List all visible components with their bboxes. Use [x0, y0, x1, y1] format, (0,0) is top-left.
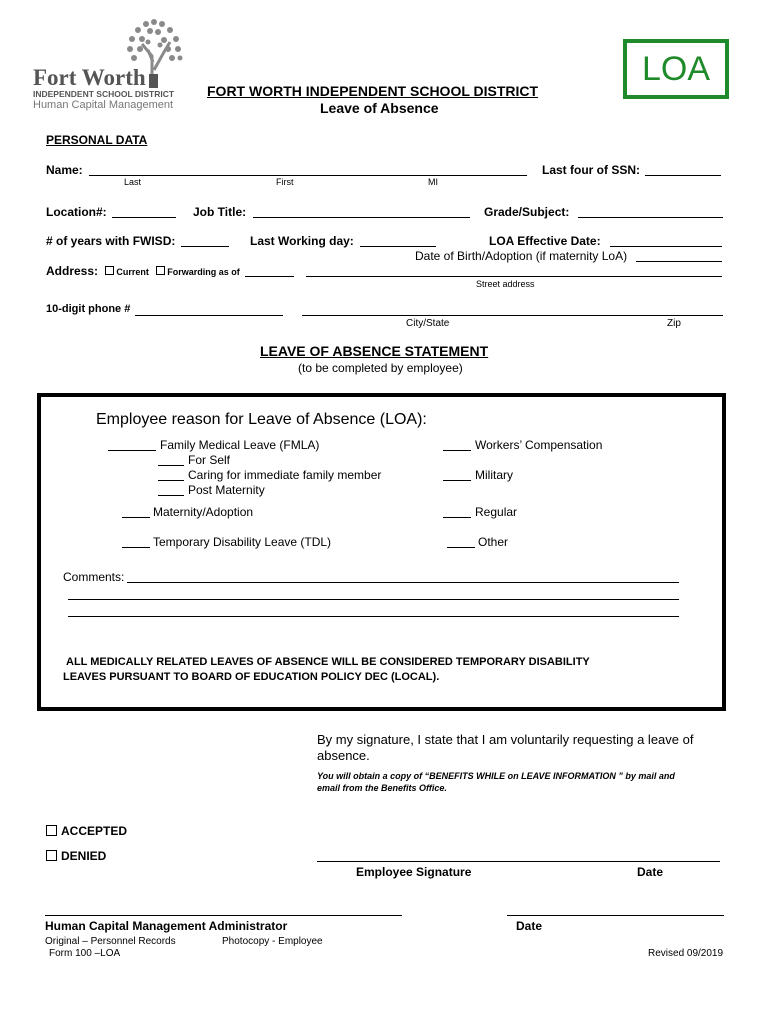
location-label: Location#: — [46, 205, 107, 219]
accepted-option[interactable] — [46, 824, 127, 838]
first-label: First — [276, 177, 294, 187]
dob-field[interactable] — [636, 261, 722, 262]
logo-department: Human Capital Management — [33, 99, 174, 111]
signature-statement-1: By my signature, I state that I am voluntarily requesting a leave of — [317, 732, 694, 747]
caring-label: Caring for immediate family member — [188, 468, 382, 482]
job-title-field[interactable] — [253, 217, 470, 218]
last-day-field[interactable] — [360, 246, 436, 247]
logo-name: Fort Worth — [33, 65, 146, 90]
employee-signature-label: Employee Signature — [356, 865, 472, 879]
tdl-label: Temporary Disability Leave (TDL) — [153, 535, 332, 549]
address-label: Address — [46, 264, 95, 278]
notice-line-1: ALL MEDICALLY RELATED LEAVES OF ABSENCE WILL BE CONSIDERED TEMPORARY DISABILITY — [66, 656, 590, 668]
admin-signature-line[interactable] — [45, 915, 402, 916]
tdl-blank[interactable] — [122, 547, 150, 548]
effective-date-label: LOA Effective Date: — [489, 234, 601, 248]
comments-line-1[interactable] — [127, 582, 679, 583]
employee-signature-line[interactable] — [317, 861, 720, 862]
ssn-field[interactable] — [645, 175, 721, 176]
section-title-personal: PERSONAL DATA — [46, 133, 148, 147]
admin-date-label: Date — [516, 919, 543, 933]
last-label: Last — [124, 177, 142, 187]
comments-label: Comments: — [63, 570, 125, 584]
military-label: Military — [475, 468, 513, 482]
notice-line-2: LEAVES PURSUANT TO BOARD OF EDUCATION POLICY DEC (LOCAL). — [63, 671, 440, 683]
logo-district: INDEPENDENT SCHOOL DISTRICT — [33, 89, 175, 99]
signature-statement-2: absence. — [317, 748, 370, 763]
post-maternity-label: Post Maternity — [188, 483, 265, 497]
regular-label: Regular — [475, 505, 518, 519]
street-address-field[interactable] — [306, 276, 722, 277]
address-row: Address: Current Forwarding as of — [46, 264, 240, 278]
current-checkbox[interactable] — [105, 266, 114, 275]
phone-field[interactable] — [135, 315, 283, 316]
statement-title: LEAVE OF ABSENCE STATEMENT — [260, 343, 489, 359]
footer-photocopy: Photocopy - Employee — [222, 936, 323, 947]
military-blank[interactable] — [443, 480, 471, 481]
denied-label: DENIED — [61, 849, 107, 863]
grade-label: Grade/Subject: — [484, 205, 570, 219]
current-label: Current — [116, 267, 149, 277]
grade-field[interactable] — [578, 217, 723, 218]
admin-label: Human Capital Management Administrator — [45, 919, 288, 933]
denied-option[interactable] — [46, 849, 106, 863]
reason-heading: Employee reason for Leave of Absence (LOA): — [96, 411, 427, 428]
maternity-label: Maternity/Adoption — [153, 505, 254, 519]
years-field[interactable] — [181, 246, 229, 247]
statement-note: (to be completed by employee) — [298, 361, 463, 375]
fmla-blank[interactable] — [108, 450, 156, 451]
forwarding-date-field[interactable] — [245, 276, 294, 277]
forwarding-checkbox[interactable] — [156, 266, 165, 275]
effective-date-field[interactable] — [610, 246, 722, 247]
footer-revised: Revised 09/2019 — [648, 948, 724, 959]
denied-checkbox[interactable] — [46, 850, 57, 861]
regular-blank[interactable] — [443, 517, 471, 518]
benefits-note-2: email from the Benefits Office. — [317, 783, 447, 793]
forwarding-label: Forwarding as of — [167, 267, 240, 277]
employee-date-label: Date — [637, 865, 664, 879]
for-self-blank[interactable] — [158, 465, 184, 466]
benefits-note-1: You will obtain a copy of “BENEFITS WHILE on LEAVE INFORMATION ” by mail and — [317, 771, 675, 781]
city-zip-field[interactable] — [302, 315, 723, 316]
post-maternity-blank[interactable] — [158, 495, 184, 496]
workers-comp-blank[interactable] — [443, 450, 471, 451]
zip-label: Zip — [667, 318, 681, 329]
other-label: Other — [478, 535, 509, 549]
footer-form: Form 100 –LOA — [49, 948, 121, 959]
footer-original: Original – Personnel Records — [45, 936, 176, 947]
years-label: # of years with FWISD: — [46, 234, 176, 248]
job-title-label: Job Title: — [193, 205, 247, 219]
comments-line-2[interactable] — [68, 599, 679, 600]
maternity-blank[interactable] — [122, 517, 150, 518]
fmla-label: Family Medical Leave (FMLA) — [160, 438, 320, 452]
admin-date-line[interactable] — [507, 915, 724, 916]
location-field[interactable] — [112, 217, 176, 218]
name-label: Name: — [46, 163, 83, 177]
form-title: FORT WORTH INDEPENDENT SCHOOL DISTRICT — [207, 83, 539, 99]
accepted-label: ACCEPTED — [61, 824, 128, 838]
street-label: Street address — [476, 279, 535, 289]
phone-label: 10-digit phone # — [46, 303, 131, 315]
other-blank[interactable] — [447, 547, 475, 548]
for-self-label: For Self — [188, 453, 231, 467]
comments-line-3[interactable] — [68, 616, 679, 617]
loa-badge: LOA — [623, 39, 729, 99]
dob-label: Date of Birth/Adoption (if maternity LoA) — [415, 249, 628, 263]
workers-comp-label: Workers’ Compensation — [475, 438, 603, 452]
caring-blank[interactable] — [158, 480, 184, 481]
mi-label: MI — [428, 177, 438, 187]
form-subtitle: Leave of Absence — [320, 100, 439, 116]
last-day-label: Last Working day: — [250, 234, 354, 248]
city-label: City/State — [406, 318, 450, 329]
ssn-label: Last four of SSN: — [542, 163, 640, 177]
name-field[interactable] — [89, 175, 527, 176]
accepted-checkbox[interactable] — [46, 825, 57, 836]
